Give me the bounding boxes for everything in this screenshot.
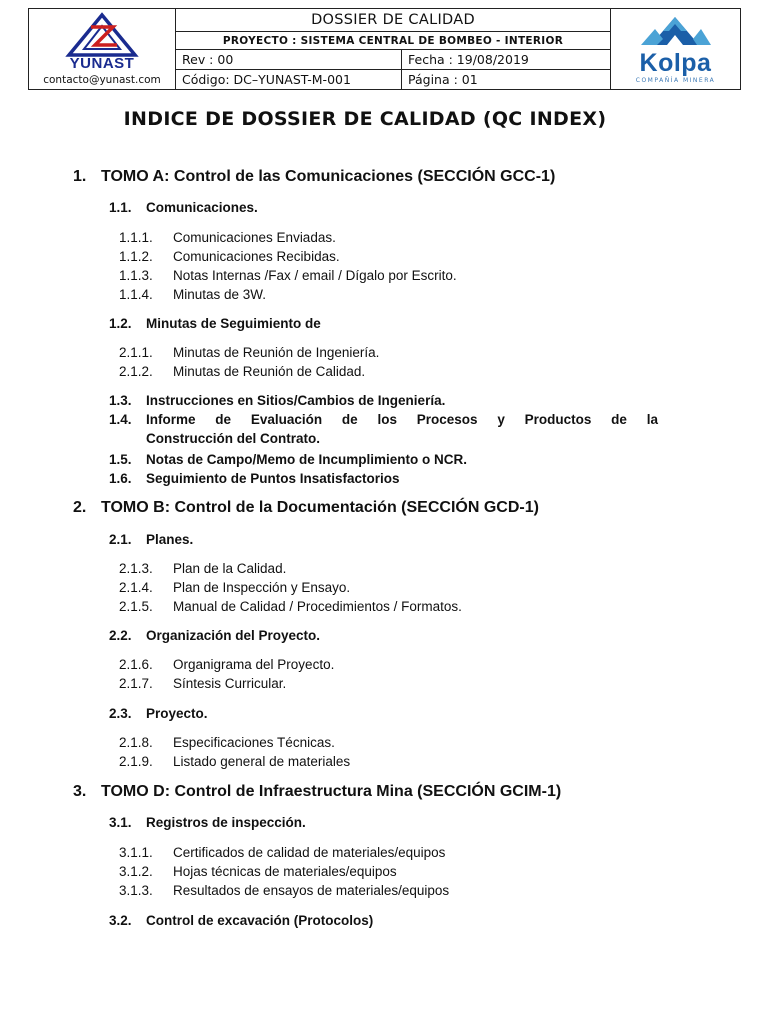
item-text: Notas Internas /Fax / email / Dígalo por Escrito. (173, 268, 457, 283)
rev-cell: Rev : 00 (176, 50, 402, 69)
item-number: 1.1.4. (119, 287, 153, 302)
subsection-title: Minutas de Seguimiento de (146, 316, 321, 331)
header-project: PROYECTO : SISTEMA CENTRAL DE BOMBEO - INTERIOR (176, 32, 610, 50)
subsection-title: Organización del Proyecto. (146, 628, 321, 643)
item-text: Listado general de materiales (173, 754, 351, 769)
header-row-codigo (176, 70, 610, 89)
item-text: Plan de Inspección y Ensayo. (173, 580, 351, 595)
subsection-title: Proyecto. (146, 706, 208, 721)
item-text: Síntesis Curricular. (173, 676, 287, 691)
item-number: 1.1.1. (119, 230, 153, 245)
pagina-cell: Página : 01 (408, 72, 478, 87)
kolpa-subtitle: COMPAÑÍA MINERA (635, 77, 716, 84)
title-word: y (497, 412, 505, 427)
codigo-cell: Código: DC–YUNAST-M-001 (176, 70, 402, 89)
item-text: Resultados de ensayos de materiales/equipos (173, 883, 450, 898)
item-number: 1.1.3. (119, 268, 153, 283)
item-text: Hojas técnicas de materiales/equipos (173, 864, 397, 879)
title-word: de (215, 412, 232, 427)
item-text: Plan de la Calidad. (173, 561, 287, 576)
title-word: Informe (146, 412, 196, 427)
section-title: TOMO D: Control de Infraestructura Mina (SECCIÓN GCIM-1) (101, 783, 562, 800)
item-number: 2.1.2. (119, 364, 153, 379)
title-word: de (341, 412, 358, 427)
subsection-title: Comunicaciones. (146, 200, 258, 215)
item-text: Especificaciones Técnicas. (173, 735, 335, 750)
section-title: TOMO B: Control de la Documentación (SECCIÓN GCD-1) (101, 499, 539, 516)
kolpa-mountain-icon (611, 9, 739, 51)
item-text: Comunicaciones Enviadas. (173, 230, 336, 245)
kolpa-wordmark: Kolpa (639, 49, 712, 77)
title-word: Evaluación (250, 412, 323, 427)
subsection-number: 3.1. (109, 815, 132, 830)
subsection-title: Notas de Campo/Memo de Incumplimiento o NCR. (146, 452, 468, 467)
item-number: 2.1.3. (119, 561, 153, 576)
section-number: 1. (73, 168, 87, 185)
contact-email[interactable]: contacto@yunast.com (43, 74, 161, 86)
title-word: la (646, 412, 658, 427)
document-header (28, 8, 741, 90)
header-title: DOSSIER DE CALIDAD (176, 9, 610, 32)
item-number: 3.1.3. (119, 883, 153, 898)
subsection-title: Instrucciones en Sitios/Cambios de Ingeniería. (146, 393, 446, 408)
yunast-wordmark: YUNAST (69, 55, 135, 72)
subsection-title: Control de excavación (Protocolos) (146, 913, 374, 928)
yunast-logo (29, 9, 176, 89)
item-text: Manual de Calidad / Procedimientos / Formatos. (173, 599, 462, 614)
item-text: Minutas de Reunión de Calidad. (173, 364, 366, 379)
item-text: Minutas de 3W. (173, 287, 267, 302)
item-text: Organigrama del Proyecto. (173, 657, 335, 672)
subsection-title: Registros de inspección. (146, 815, 306, 830)
subsection-number: 3.2. (109, 913, 132, 928)
item-number: 2.1.6. (119, 657, 153, 672)
title-word: los (377, 412, 397, 427)
subsection-title-justified (146, 412, 658, 427)
item-text: Certificados de calidad de materiales/equipos (173, 845, 446, 860)
item-number: 2.1.8. (119, 735, 153, 750)
subsection-title: Planes. (146, 532, 194, 547)
document-title: INDICE DE DOSSIER DE CALIDAD (QC INDEX) (123, 108, 607, 130)
item-number: 2.1.7. (119, 676, 153, 691)
kolpa-logo (611, 9, 740, 89)
title-word: de (611, 412, 627, 427)
item-text: Minutas de Reunión de Ingeniería. (173, 345, 380, 360)
section-title: TOMO A: Control de las Comunicaciones (SECCIÓN GCC-1) (101, 168, 556, 185)
subsection-number: 1.4. (109, 412, 132, 427)
header-row-rev (176, 50, 610, 70)
subsection-number: 1.5. (109, 452, 132, 467)
subsection-number: 2.3. (109, 706, 132, 721)
section-number: 2. (73, 499, 87, 516)
subsection-number: 1.6. (109, 471, 132, 486)
subsection-title-continuation: Construcción del Contrato. (146, 431, 321, 446)
subsection-number: 1.2. (109, 316, 132, 331)
title-word: Productos (524, 412, 592, 427)
subsection-number: 2.1. (109, 532, 132, 547)
item-number: 3.1.2. (119, 864, 153, 879)
section-number: 3. (73, 783, 87, 800)
item-number: 2.1.4. (119, 580, 153, 595)
subsection-number: 1.3. (109, 393, 132, 408)
fecha-cell: Fecha : 19/08/2019 (408, 52, 529, 67)
subsection-number: 1.1. (109, 200, 132, 215)
item-number: 2.1.1. (119, 345, 153, 360)
item-number: 2.1.9. (119, 754, 153, 769)
item-number: 3.1.1. (119, 845, 153, 860)
item-number: 1.1.2. (119, 249, 153, 264)
title-word: Procesos (416, 412, 478, 427)
item-text: Comunicaciones Recibidas. (173, 249, 340, 264)
item-number: 2.1.5. (119, 599, 153, 614)
subsection-number: 2.2. (109, 628, 132, 643)
subsection-title: Seguimiento de Puntos Insatisfactorios (146, 471, 400, 486)
header-info (176, 9, 611, 89)
